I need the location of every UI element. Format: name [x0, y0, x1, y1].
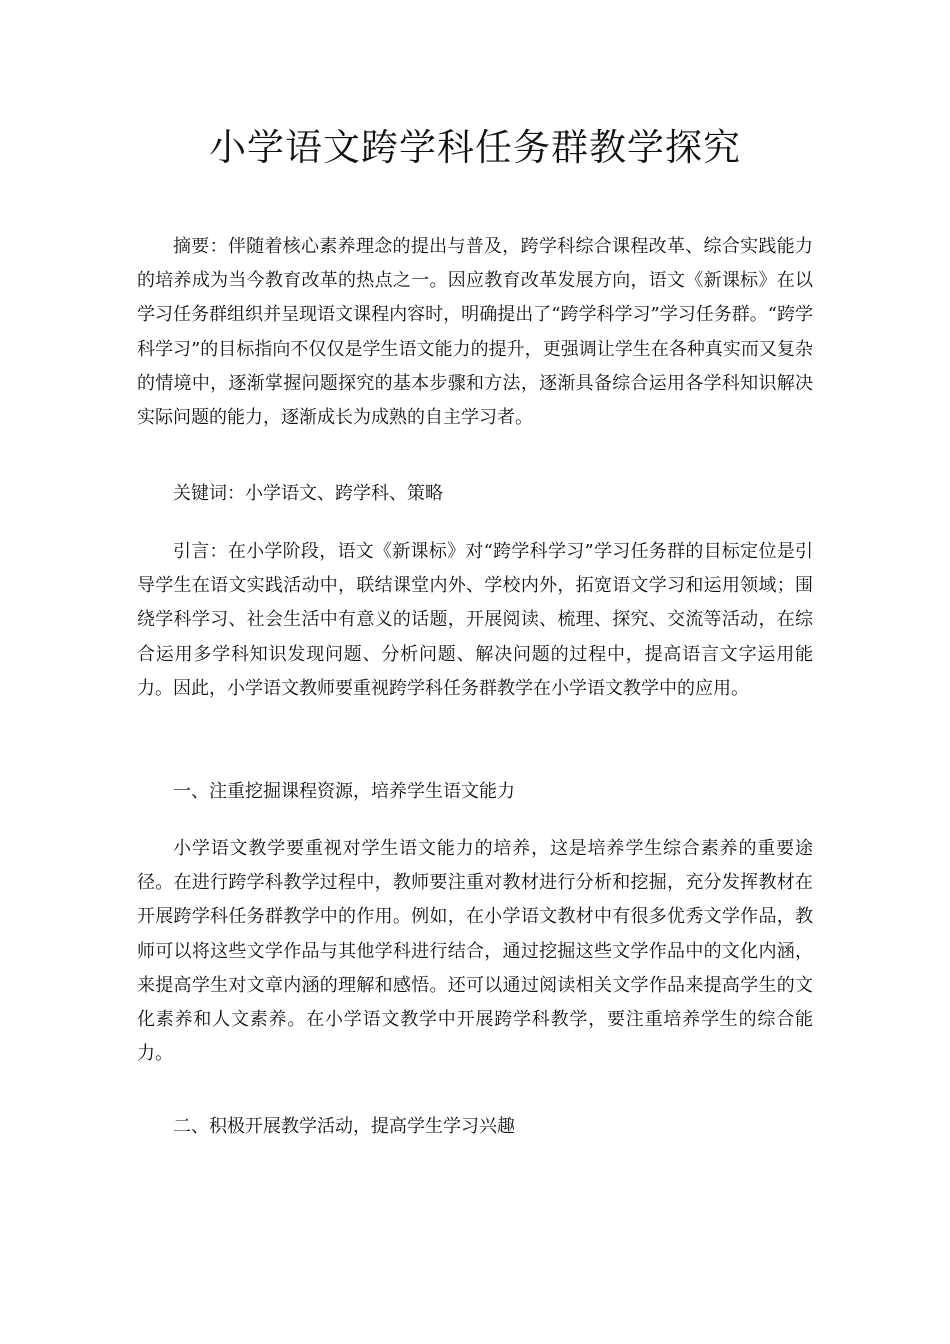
abstract-paragraph: 摘要：伴随着核心素养理念的提出与普及，跨学科综合课程改革、综合实践能力的培养成为当今教育改革的热点之一。因应教育改革发展方向，语文《新课标》在以学习任务群组织并呈现语文课程内容时，明确提出了“跨学科学习”学习任务群。“跨学科学习”的目标指向不仅仅是学生语文能力的提升，更强调让学生在各种真实而又复杂的情境中，逐渐掌握问题探究的基本步骤和方法，逐渐具备综合运用各学科知识解决实际问题的能力，逐渐成长为成熟的自主学习者。 — [137, 236, 813, 429]
section-1-heading: 一、注重挖掘课程资源，培养学生语文能力 — [173, 781, 515, 802]
document-title: 小学语文跨学科任务群教学探究 — [209, 126, 741, 169]
section-2-heading: 二、积极开展教学活动，提高学生学习兴趣 — [173, 1116, 515, 1137]
keywords-line: 关键词：小学语文、跨学科、策略 — [173, 483, 443, 504]
section-1-paragraph: 小学语文教学要重视对学生语文能力的培养，这是培养学生综合素养的重要途径。在进行跨学科教学过程中，教师要注重对教材进行分析和挖掘，充分发挥教材在开展跨学科任务群教学中的作用。例如，在小学语文教材中有很多优秀文学作品，教师可以将这些文学作品与其他学科进行结合，通过挖掘这些文学作品中的文化内涵，来提高学生对文章内涵的理解和感悟。还可以通过阅读相关文学作品来提高学生的文化素养和人文素养。在小学语文教学中开展跨学科教学，要注重培养学生的综合能力。 — [137, 838, 813, 1065]
introduction-paragraph: 引言：在小学阶段，语文《新课标》对“跨学科学习”学习任务群的目标定位是引导学生在语文实践活动中，联结课堂内外、学校内外，拓宽语文学习和运用领域；围绕学科学习、社会生活中有意义的话题，开展阅读、梳理、探究、交流等活动，在综合运用多学科知识发现问题、分析问题、解决问题的过程中，提高语言文字运用能力。因此，小学语文教师要重视跨学科任务群教学在小学语文教学中的应用。 — [137, 541, 813, 699]
